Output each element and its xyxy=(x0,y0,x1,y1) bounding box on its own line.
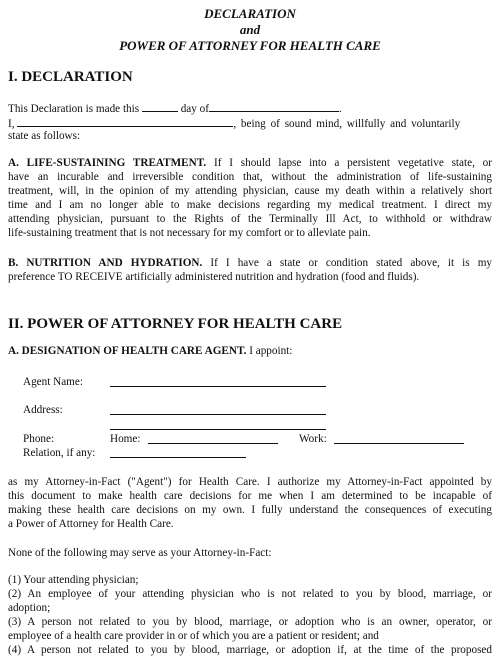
agent-name-field[interactable] xyxy=(110,386,326,387)
paragraph-a-line-5: attending physician, pursuant to the Rights of the Terminally Ill Act, to withhold or withdraw xyxy=(8,213,492,225)
restriction-item-4-line-1: (4) A person not related to you by blood, marriage, or adoption if, at the time of the proposed xyxy=(8,644,492,656)
section-1-heading: I. DECLARATION xyxy=(8,69,133,85)
paragraph-a-line-2: have an incurable and irreversible condition that, without the administration of life-sustaining xyxy=(8,171,492,183)
made-end: . xyxy=(338,103,342,115)
day-field[interactable] xyxy=(142,101,178,112)
authorization-line-1: as my Attorney-in-Fact ("Agent") for Health Care. I authorize my Attorney-in-Fact appointed by xyxy=(8,476,492,488)
agent-name-label: Agent Name: xyxy=(23,376,83,388)
designation-label: A. DESIGNATION OF HEALTH CARE AGENT. xyxy=(8,345,247,357)
title-line-2: and xyxy=(239,22,261,37)
paragraph-b-label: B. NUTRITION AND HYDRATION. xyxy=(8,257,203,269)
restriction-intro: None of the following may serve as your Attorney-in-Fact: xyxy=(8,547,272,559)
declarant-line xyxy=(8,116,492,132)
made-mid: day of xyxy=(180,103,209,115)
paragraph-a-line-1-text: If I should lapse into a persistent vegetative state, or xyxy=(213,157,492,169)
restriction-item-3-line-1: (3) A person not related to you by blood, marriage, or adoption who is an owner, operator, or xyxy=(8,616,492,628)
month-field[interactable] xyxy=(209,101,339,112)
address-field-2[interactable] xyxy=(110,429,326,430)
restriction-item-3-line-2: employee of a health care provider in or of which you are a patient or resident; and xyxy=(8,630,379,642)
home-label: Home: xyxy=(110,433,141,445)
declarant-name-field[interactable] xyxy=(17,116,233,127)
title-line-3: POWER OF ATTORNEY FOR HEALTH CARE xyxy=(119,38,381,53)
paragraph-a-line-4: time and I am no longer able to make decisions regarding my medical treatment. I direct my xyxy=(8,199,492,211)
relation-label: Relation, if any: xyxy=(23,447,96,459)
paragraph-b-line-1 xyxy=(8,257,492,271)
authorization-line-4: a Power of Attorney for Health Care. xyxy=(8,518,174,530)
i-suffix: , being of sound mind, willfully and voluntarily xyxy=(233,118,461,130)
paragraph-a-line-1 xyxy=(8,157,492,171)
address-label: Address: xyxy=(23,404,63,416)
work-phone-field[interactable] xyxy=(334,443,464,444)
authorization-line-2: this document to make health care decisions for me when I am determined to be incapable of xyxy=(8,490,492,502)
relation-field[interactable] xyxy=(110,457,246,458)
address-field-1[interactable] xyxy=(110,414,326,415)
restriction-item-2-line-1: (2) An employee of your attending physician who is not related to you by blood, marriage, or xyxy=(8,588,492,600)
restriction-item-2-line-2: adoption; xyxy=(8,602,51,614)
authorization-line-3: making these health care decisions on my own. I fully understand the consequences of executing xyxy=(8,504,492,516)
paragraph-a-line-6: life-sustaining treatment that is not necessary for my comfort or to alleviate pain. xyxy=(8,227,371,239)
designation-text: I appoint: xyxy=(249,345,293,357)
work-label: Work: xyxy=(299,433,327,445)
restriction-item-1: (1) Your attending physician; xyxy=(8,574,139,586)
section-2-heading: II. POWER OF ATTORNEY FOR HEALTH CARE xyxy=(8,316,343,332)
designation-line xyxy=(8,345,292,359)
paragraph-b-line-2: preference TO RECEIVE artificially administered nutrition and hydration (food and fluids). xyxy=(8,271,420,283)
paragraph-b-line-1-text: If I have a state or condition stated above, it is my xyxy=(210,257,493,269)
i-prefix: I, xyxy=(8,118,15,130)
phone-label: Phone: xyxy=(23,433,55,445)
paragraph-a-line-3: treatment, will, in the opinion of my attending physician, cause my death within a relatively short xyxy=(8,185,492,197)
declaration-date-line xyxy=(8,101,342,117)
state-line: state as follows: xyxy=(8,130,81,142)
paragraph-a-label: A. LIFE-SUSTAINING TREATMENT. xyxy=(8,157,207,169)
title-line-1: DECLARATION xyxy=(204,6,296,21)
home-phone-field[interactable] xyxy=(148,443,278,444)
made-prefix: This Declaration is made this xyxy=(8,103,140,115)
